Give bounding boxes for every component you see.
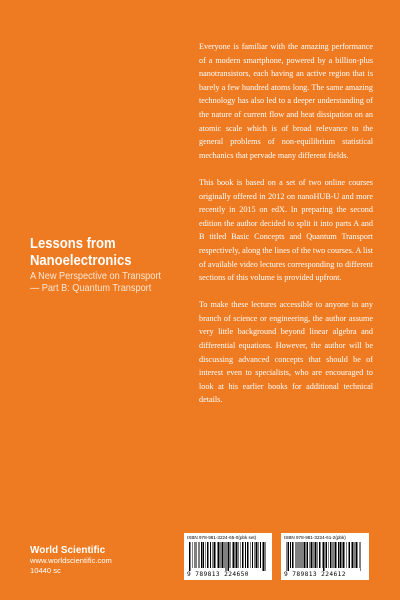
blurb-line: to the general problems of non-equilibrium: [199, 123, 374, 147]
barcode-bar: [302, 542, 303, 568]
blurb-line: has also led to a deeper understanding of the: [199, 96, 373, 119]
blurb-line: This book is based on a set of two online courses: [199, 177, 373, 187]
barcode-bars-icon: [284, 542, 364, 571]
title-block: [30, 236, 190, 294]
blurb-line: sections of this volume is provided upfront.: [199, 273, 342, 283]
book-title-line-1: Lessons from: [30, 236, 116, 252]
barcode-bar: [226, 542, 227, 571]
barcode-bar: [359, 542, 360, 568]
blurb-line: technical details.: [199, 381, 374, 405]
blurb-line: advanced concepts that should be of interest: [199, 354, 374, 378]
ean-digits-set: 9 789813 224650: [187, 571, 249, 578]
blurb-line: originally offered in 2012 on nanoHUB-U and: [199, 191, 354, 201]
blurb-line: author assume very little background beyond: [199, 313, 373, 337]
barcode-bar: [343, 542, 345, 568]
barcode-bar: [255, 542, 256, 568]
barcode-bar: [224, 542, 225, 568]
blurb-line: in any branch of science or engineering, the: [199, 300, 373, 323]
barcode-bar: [252, 542, 253, 568]
barcode-bar: [205, 542, 206, 568]
barcode-bar: [326, 542, 327, 568]
blurb-line: even to specialists, who are encouraged: [226, 368, 364, 378]
barcode-bar: [247, 542, 249, 568]
barcode-bar: [263, 542, 265, 571]
barcode-bar: [288, 542, 290, 571]
barcode-bar: [222, 542, 224, 568]
barcode-bar: [361, 542, 362, 571]
barcode-bar: [209, 542, 210, 568]
blurb-line: Everyone is familiar with the amazing: [199, 42, 329, 51]
barcode-bar: [323, 542, 325, 571]
barcode-bar: [195, 542, 196, 568]
barcode-bar: [306, 542, 307, 568]
barcode-bar: [256, 542, 258, 568]
barcode-bar: [311, 542, 312, 568]
barcode-bar: [286, 542, 287, 571]
barcode-bar: [240, 542, 241, 568]
barcode-bar: [319, 542, 321, 568]
blurb-line: by a billion-plus nanotransistors, each having: [199, 55, 374, 79]
isbn-label-set: ISBN 978-981-3224-65-0(pbk set): [187, 535, 257, 540]
publisher-block: [30, 544, 112, 576]
barcode-bar: [201, 542, 203, 568]
barcode-bar: [250, 542, 251, 568]
blurb-line: the second edition the author decided to split: [199, 205, 373, 228]
product-code: 10440 sc: [30, 566, 61, 575]
isbn-label-volume: ISBN 978-981-3224-61-2(pbk): [284, 535, 346, 540]
blurb-paragraph-2: [199, 176, 373, 285]
blurb-line: video lectures corresponding to different: [239, 259, 373, 269]
book-title-line-2: Nanoelectronics: [30, 253, 132, 269]
barcode-bar: [191, 542, 192, 571]
barcode-bar: [333, 542, 334, 568]
barcode-bars-icon: [187, 542, 267, 571]
barcode-volume: [281, 533, 369, 580]
ean-digits-volume: 9 789813 224612: [284, 571, 346, 578]
barcode-bar: [254, 542, 255, 568]
book-title: [30, 236, 174, 270]
barcode-bar: [235, 542, 236, 568]
book-subtitle-line-2: — Part B: Quantum Transport: [30, 282, 152, 294]
barcode-bar: [233, 542, 235, 568]
barcode-bar: [318, 542, 319, 568]
publisher-url: www.worldscientific.com: [30, 556, 112, 565]
barcode-bar: [313, 542, 314, 568]
barcode-bar: [356, 542, 358, 568]
barcode-bar: [232, 542, 233, 568]
blurb-line: Quantum Transport respectively, along the: [199, 232, 373, 255]
barcode-bar: [304, 542, 306, 568]
blurb-paragraph-1: [199, 40, 373, 162]
barcode-bar: [340, 542, 342, 568]
blurb-line: different fields.: [298, 150, 349, 160]
blurb-line: To make these lectures accessible to anyone: [199, 300, 349, 310]
barcode-bar: [260, 542, 261, 568]
barcode-bar: [290, 542, 291, 568]
barcode-bar: [189, 542, 190, 571]
barcode-bar: [345, 542, 346, 568]
barcode-bar: [325, 542, 326, 568]
blurb-line: nature of current flow and heat dissipation on: [211, 109, 363, 119]
barcode-bar: [300, 542, 301, 568]
blurb-line: it into parts A and B titled Basic Concepts and: [199, 218, 373, 242]
blurb-line: However, the author will be discussing: [199, 341, 373, 364]
barcode-bar: [315, 542, 317, 568]
barcode-bar: [296, 542, 297, 568]
publisher-name: World Scientific: [30, 544, 106, 556]
barcode-bar: [307, 542, 308, 568]
blurb-line: statistical mechanics that pervade many: [199, 137, 374, 160]
barcode-bar: [294, 542, 295, 568]
barcode-bar: [349, 542, 351, 568]
barcode-bar: [354, 542, 355, 568]
barcode-bar: [335, 542, 337, 568]
blurb-line: atoms long. The same amazing technology: [199, 82, 373, 106]
blurb-line: lines of the two courses. A list of available: [199, 245, 374, 269]
barcode-bar: [239, 542, 240, 568]
barcode-bar: [265, 542, 266, 571]
barcode-bar: [218, 542, 220, 568]
barcode-bar: [236, 542, 238, 568]
barcode-bar: [314, 542, 315, 568]
barcode-bar: [245, 542, 246, 568]
blurb-paragraph-3: [199, 298, 373, 407]
barcode-bar: [322, 542, 323, 568]
barcode-bar: [310, 542, 311, 568]
barcode-bar: [338, 542, 340, 568]
barcode-bar: [258, 542, 259, 568]
book-subtitle: [30, 271, 174, 294]
barcode-bar: [221, 542, 222, 568]
blurb-line: an atomic scale which is of broad relevance: [199, 109, 373, 133]
barcode-bar: [214, 542, 216, 568]
barcode-bar: [352, 542, 354, 568]
book-subtitle-line-1: A New Perspective on Transport: [30, 271, 161, 282]
barcode-bar: [217, 542, 218, 568]
barcode-bar: [292, 542, 293, 568]
barcode-bar: [193, 542, 194, 568]
barcode-bar: [298, 542, 299, 568]
barcode-set: [184, 533, 272, 580]
blurb-line: an active region that is barely a few hundred: [199, 69, 373, 92]
barcode-bar: [199, 542, 200, 568]
barcode-bar: [228, 542, 230, 571]
barcode-bar: [347, 542, 348, 568]
barcode-bar: [210, 542, 211, 568]
barcode-bar: [329, 542, 330, 568]
barcode-bar: [203, 542, 204, 568]
blurb-line: more recently in 2015 on edX. In preparing: [199, 191, 373, 215]
barcode-bar: [207, 542, 208, 568]
blurb-line: to look at his earlier books for additional: [199, 368, 373, 391]
barcode-bar: [230, 542, 231, 568]
blurb-line: performance of a modern smartphone, powered: [199, 42, 373, 65]
back-cover-blurb: [199, 40, 373, 421]
barcode-bar: [242, 542, 244, 568]
barcode-bar: [213, 542, 214, 568]
barcode-bar: [334, 542, 335, 568]
blurb-line: linear algebra and differential equations.: [199, 327, 373, 351]
barcode-bar: [197, 542, 198, 568]
barcode-bar: [330, 542, 332, 568]
barcode-bar: [355, 542, 356, 568]
